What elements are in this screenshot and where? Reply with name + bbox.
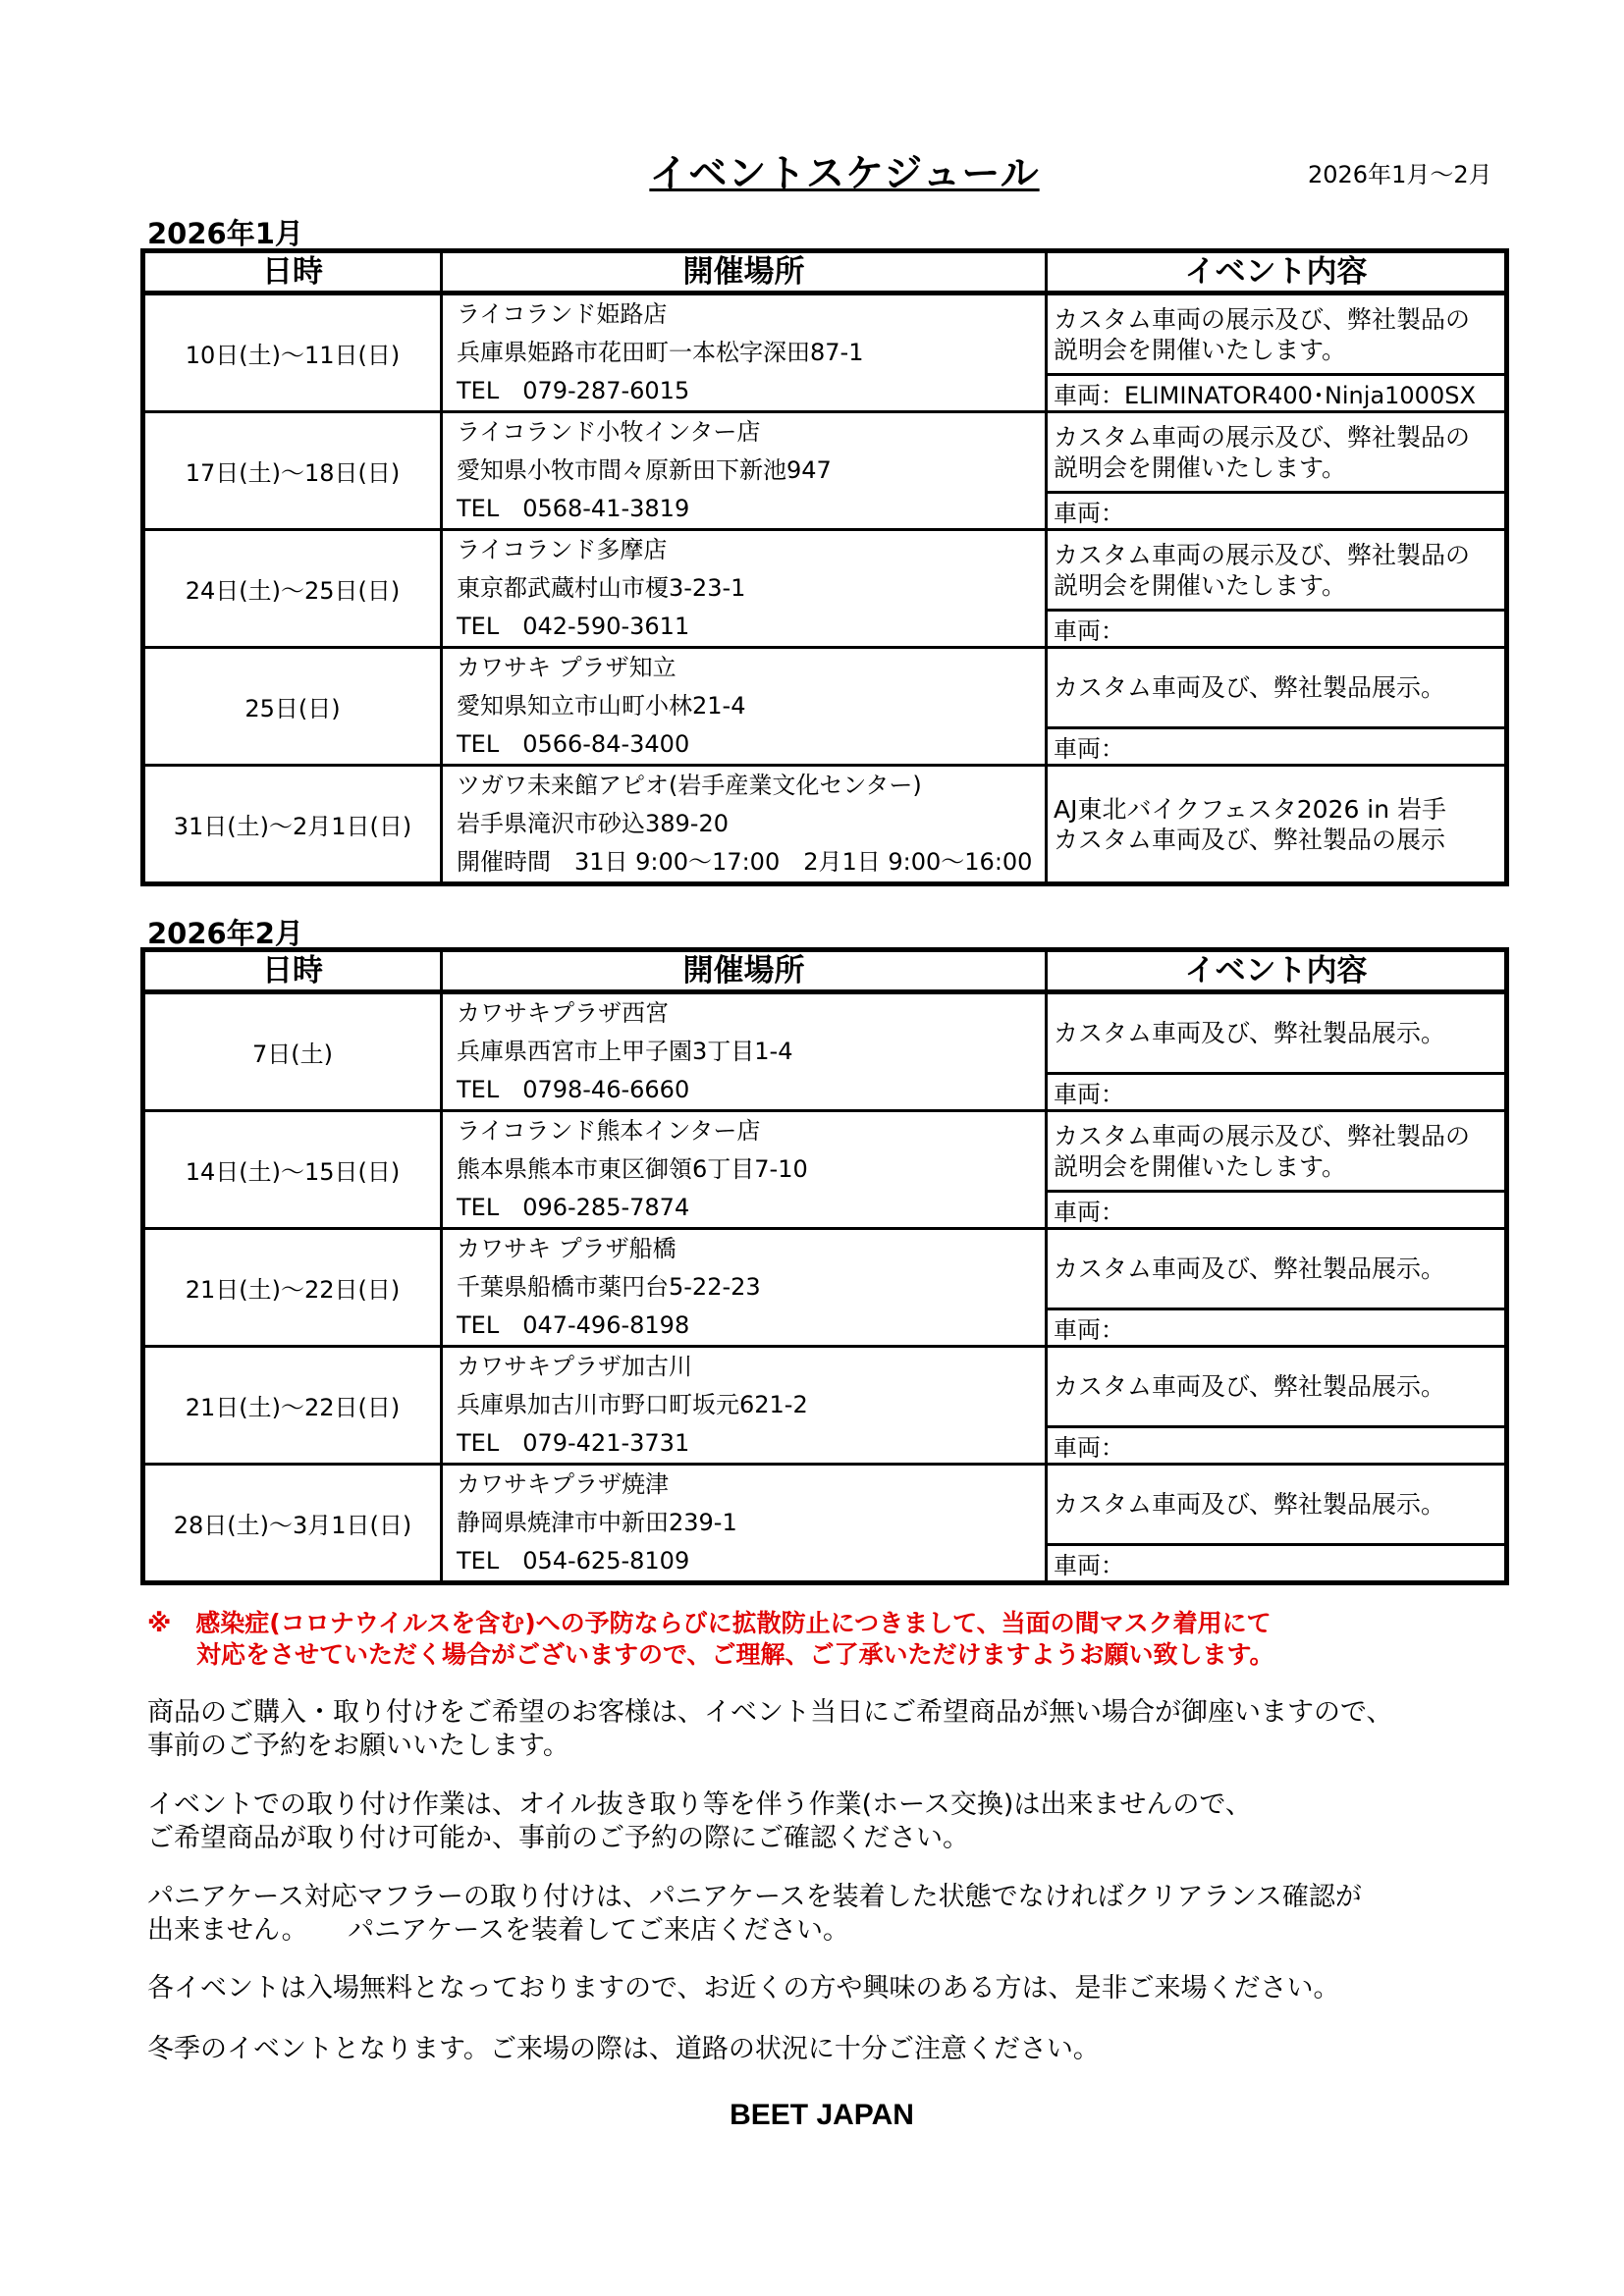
schedule-row <box>143 992 1507 1074</box>
event-content <box>1047 412 1507 493</box>
event-description: 説明会を開催いたします。 <box>1054 335 1347 364</box>
event-venue <box>442 412 1047 530</box>
event-date: 28日(土)～3月1日(日) <box>143 1465 442 1583</box>
venue-info: TEL 047-496-8198 <box>457 1311 690 1339</box>
event-description: 説明会を開催いたします。 <box>1054 1151 1347 1181</box>
venue-info: TEL 0566-84-3400 <box>457 730 690 758</box>
schedule-row <box>143 412 1507 493</box>
schedule-period: 2026年1月～2月 <box>1308 161 1492 188</box>
schedule-row <box>143 1465 1507 1545</box>
venue-info: TEL 042-590-3611 <box>457 613 690 640</box>
event-vehicle: 車両： <box>1047 611 1507 648</box>
event-venue <box>442 1229 1047 1347</box>
event-venue <box>442 992 1047 1111</box>
text-line: ご希望商品が取り付け可能か、事前のご予約の際にご確認ください。 <box>147 1823 969 1853</box>
february-schedule-table <box>140 947 1509 1585</box>
header-date: 日時 <box>143 251 442 294</box>
venue-name: カワサキプラザ焼津 <box>457 1470 669 1498</box>
company-signature: BEET JAPAN <box>730 2099 914 2131</box>
purchase-note <box>147 1696 1392 1763</box>
event-venue <box>442 1347 1047 1465</box>
schedule-row <box>143 766 1507 884</box>
text-line: 事前のご予約をお願いいたします。 <box>147 1731 569 1761</box>
venue-address: 兵庫県西宮市上甲子園3丁目1-4 <box>457 1038 793 1065</box>
event-date: 21日(土)～22日(日) <box>143 1347 442 1465</box>
event-venue <box>442 1111 1047 1229</box>
event-content <box>1047 1229 1507 1309</box>
venue-address: 東京都武蔵村山市榎3-23-1 <box>457 574 746 602</box>
venue-name: カワサキ プラザ船橋 <box>457 1235 677 1262</box>
venue-address: 静岡県焼津市中新田239-1 <box>457 1509 737 1536</box>
event-date: 7日(土) <box>143 992 442 1111</box>
event-date: 17日(土)～18日(日) <box>143 412 442 530</box>
event-vehicle: 車両： <box>1047 1309 1507 1347</box>
venue-name: ライコランド小牧インター店 <box>457 418 761 446</box>
event-date: 24日(土)～25日(日) <box>143 530 442 648</box>
event-description: 説明会を開催いたします。 <box>1054 453 1347 482</box>
header-content: イベント内容 <box>1047 251 1507 294</box>
venue-name: カワサキ プラザ知立 <box>457 654 677 681</box>
venue-address: 愛知県知立市山町小林21-4 <box>457 692 746 720</box>
event-content <box>1047 294 1507 375</box>
event-vehicle: 車両： <box>1047 1545 1507 1583</box>
event-content <box>1047 1347 1507 1427</box>
venue-info: 開催時間 31日 9:00～17:00 2月1日 9:00～16:00 <box>457 848 1033 876</box>
header-venue: 開催場所 <box>442 950 1047 992</box>
winter-note <box>147 2033 1100 2066</box>
event-content <box>1047 530 1507 611</box>
pannier-note <box>147 1881 1362 1948</box>
event-content <box>1047 1111 1507 1192</box>
event-description: カスタム車両及び、弊社製品展示。 <box>1054 1372 1446 1401</box>
event-vehicle: 車両： <box>1047 1427 1507 1465</box>
venue-name: ライコランド姫路店 <box>457 300 668 328</box>
month-heading-january: 2026年1月 <box>147 217 303 250</box>
header-venue: 開催場所 <box>442 251 1047 294</box>
event-description: カスタム車両の展示及び、弊社製品の <box>1054 304 1471 334</box>
event-description: カスタム車両の展示及び、弊社製品の <box>1054 1121 1471 1150</box>
page-title: イベントスケジュール <box>649 152 1040 196</box>
event-date: 25日(日) <box>143 648 442 766</box>
event-content <box>1047 992 1507 1074</box>
event-content <box>1047 648 1507 728</box>
event-content <box>1047 1465 1507 1545</box>
event-date: 31日(土)～2月1日(日) <box>143 766 442 884</box>
event-description: カスタム車両及び、弊社製品展示。 <box>1054 1255 1446 1283</box>
schedule-row <box>143 530 1507 611</box>
venue-address: 熊本県熊本市東区御領6丁目7-10 <box>457 1155 808 1183</box>
venue-info: TEL 079-421-3731 <box>457 1429 690 1457</box>
event-date: 10日(土)～11日(日) <box>143 294 442 412</box>
event-venue <box>442 1465 1047 1583</box>
venue-name: ライコランド多摩店 <box>457 536 668 563</box>
installation-note <box>147 1789 1252 1855</box>
venue-name: カワサキプラザ西宮 <box>457 999 669 1027</box>
venue-info: TEL 079-287-6015 <box>457 377 690 404</box>
venue-address: 兵庫県加古川市野口町坂元621-2 <box>457 1391 808 1418</box>
event-vehicle: 車両：ELIMINATOR400･Ninja1000SX <box>1047 375 1507 412</box>
event-description: カスタム車両の展示及び、弊社製品の <box>1054 422 1471 452</box>
venue-address: 愛知県小牧市間々原新田下新池947 <box>457 456 832 484</box>
event-venue <box>442 648 1047 766</box>
schedule-row <box>143 1347 1507 1427</box>
venue-info: TEL 0798-46-6660 <box>457 1076 690 1103</box>
event-vehicle: 車両： <box>1047 1074 1507 1111</box>
event-description: 説明会を開催いたします。 <box>1054 570 1347 600</box>
event-vehicle: 車両： <box>1047 1192 1507 1229</box>
text-line: 冬季のイベントとなります。ご来場の際は、道路の状況に十分ご注意ください。 <box>147 2034 1100 2064</box>
event-description: カスタム車両及び、弊社製品の展示 <box>1054 825 1446 854</box>
event-vehicle: 車両： <box>1047 728 1507 766</box>
venue-info: TEL 096-285-7874 <box>457 1194 690 1221</box>
text-line: イベントでの取り付け作業は、オイル抜き取り等を伴う作業(ホース交換)は出来ませんので、 <box>147 1789 1252 1820</box>
event-content <box>1047 766 1507 884</box>
schedule-row <box>143 1229 1507 1309</box>
venue-address: 千葉県船橋市薬円台5-22-23 <box>457 1273 761 1301</box>
schedule-row <box>143 294 1507 375</box>
event-description: カスタム車両及び、弊社製品展示。 <box>1054 1019 1446 1047</box>
text-line: 各イベントは入場無料となっておりますので、お近くの方や興味のある方は、是非ご来場ください。 <box>147 1973 1340 2003</box>
january-schedule-table <box>140 248 1509 886</box>
notice-line: 対応をさせていただく場合がございますので、ご理解、ご了承いただけますようお願い致します。 <box>196 1640 1274 1669</box>
event-description: カスタム車両の展示及び、弊社製品の <box>1054 540 1471 569</box>
month-heading-february: 2026年2月 <box>147 917 303 950</box>
header-date: 日時 <box>143 950 442 992</box>
venue-name: ライコランド熊本インター店 <box>457 1117 761 1145</box>
event-date: 14日(土)～15日(日) <box>143 1111 442 1229</box>
venue-info: TEL 054-625-8109 <box>457 1547 690 1575</box>
schedule-row <box>143 1111 1507 1192</box>
event-venue <box>442 530 1047 648</box>
event-description: カスタム車両及び、弊社製品展示。 <box>1054 1490 1446 1519</box>
venue-name: カワサキプラザ加古川 <box>457 1353 692 1380</box>
venue-name: ツガワ未来館アピオ(岩手産業文化センター) <box>457 772 922 799</box>
event-description: カスタム車両及び、弊社製品展示。 <box>1054 673 1446 702</box>
venue-address: 兵庫県姫路市花田町一本松字深田87-1 <box>457 339 864 366</box>
admission-note <box>147 1972 1339 2005</box>
text-line: 商品のご購入・取り付けをご希望のお客様は、イベント当日にご希望商品が無い場合が御座いますので、 <box>147 1697 1393 1728</box>
infection-notice <box>147 1608 1274 1671</box>
venue-info: TEL 0568-41-3819 <box>457 495 690 522</box>
text-line: 出来ません。 パニアケースを装着してご来店ください。 <box>147 1915 849 1946</box>
event-venue <box>442 766 1047 884</box>
notice-line: ※ 感染症(コロナウイルスを含む)への予防ならびに拡散防止につきまして、当面の間マスク着用にて <box>147 1609 1272 1637</box>
event-date: 21日(土)～22日(日) <box>143 1229 442 1347</box>
event-vehicle: 車両： <box>1047 493 1507 530</box>
header-content: イベント内容 <box>1047 950 1507 992</box>
schedule-row <box>143 648 1507 728</box>
event-venue <box>442 294 1047 412</box>
venue-address: 岩手県滝沢市砂込389-20 <box>457 810 730 837</box>
event-description: AJ東北バイクフェスタ2026 in 岩手 <box>1054 794 1447 824</box>
text-line: パニアケース対応マフラーの取り付けは、パニアケースを装着した状態でなければクリアランス確認が <box>147 1882 1362 1912</box>
